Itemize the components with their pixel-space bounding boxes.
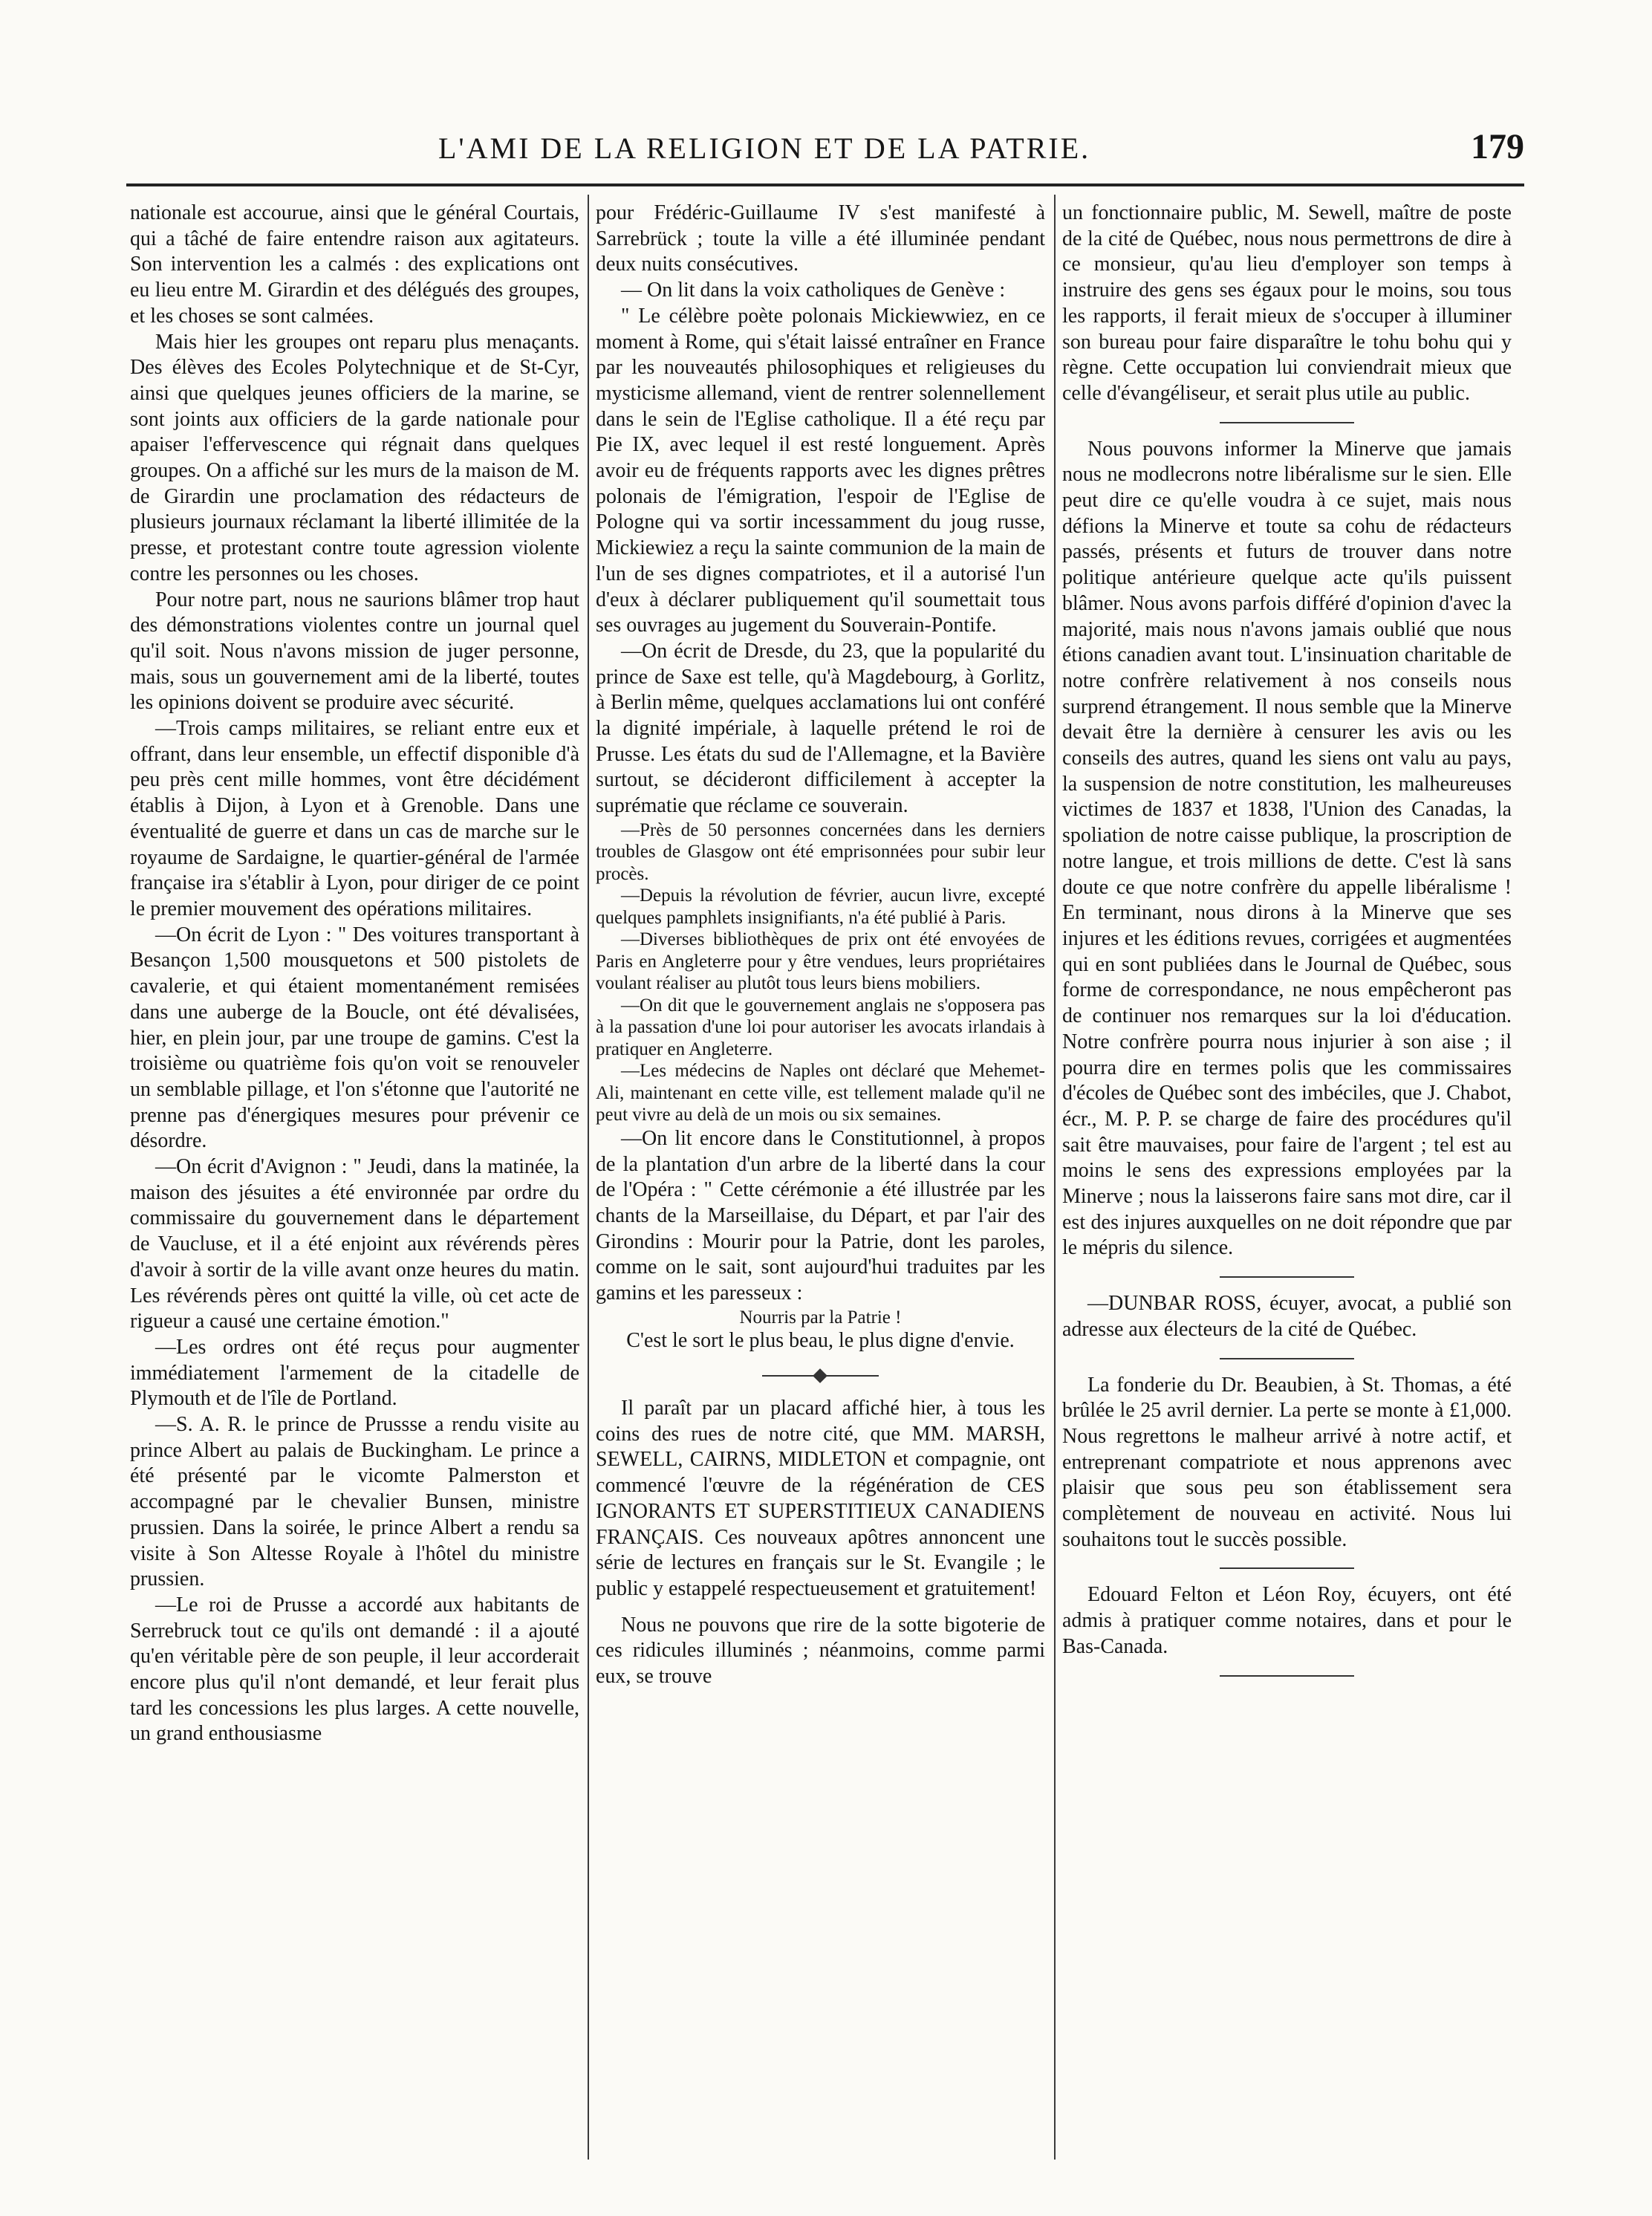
separator-rule: [1220, 1675, 1355, 1677]
article-paragraph: Nous ne pouvons que rire de la sotte bigoterie de ces ridicules illuminés ; néanmoins, comme parmi eux, se trouve: [596, 1613, 1045, 1689]
news-item: —Les médecins de Naples ont déclaré que Mehemet-Ali, maintenant en cette ville, est tellement malade qu'il ne peut vivre au delà de un mois ou six semaines.: [596, 1061, 1045, 1125]
article-paragraph: La fonderie du Dr. Beaubien, à St. Thomas, a été brûlée le 25 avril dernier. La perte se monte à £1,000. Nous regrettons le malheur arrivé à notre actif, et entreprenant compatriote et nous apprenons avec plaisir que sous peu son établissement sera complètement de nouveau en activité. Nous lui souhaitons tout le succès possible.: [1062, 1373, 1512, 1551]
news-item: —S. A. R. le prince de Prussse a rendu visite au prince Albert au palais de Buckingham. Le prince a été présenté par le vicomte Palmerston et accompagné par le chevalier Bunsen, ministre prussien. Dans la soirée, le prince Albert a rendu sa visite à Son Altesse Royale à l'hôtel du ministre prussien.: [130, 1413, 579, 1591]
quoted-paragraph: " Le célèbre poète polonais Mickiewwiez, en ce moment à Rome, qui s'était laissé entraîner en France par les nouveautés philosophiques et religieuses du mysticisme allemand, vient de rentrer solennellement dans le sein de l'Eglise catholique. Il a été reçu par Pie IX, avec lequel il est resté longuement. Après avoir eu de fréquents rapports avec les dignes prêtres polonais de l'émigration, l'espoir de l'Eglise de Pologne qui va sortir incessamment du joug russe, Mickiewiez a reçu la sainte communion de la main de l'un de ses dignes compatriotes, et il a autorisé l'un d'eux à déclarer publiquement qu'il soumettait tous ses ouvrages au jugement du Souverain-Pontife.: [596, 304, 1045, 637]
news-item: —On écrit de Dresde, du 23, que la popularité du prince de Saxe est telle, qu'à Magdebourg, à Gorlitz, à Berlin même, quelques acclamations lui ont conféré la dignité impériale, à laquelle prétend le roi de Prusse. Les états du sud de l'Allemagne, et la Bavière surtout, se décideront difficilement à accepter la suprématie que réclame ce souverain.: [596, 639, 1045, 818]
news-item: —Près de 50 personnes concernées dans les derniers troubles de Glasgow ont été emprisonnées pour subir leur procès.: [596, 819, 1045, 884]
news-item: —On lit encore dans le Constitutionnel, à propos de la plantation d'un arbre de la liberté dans la cour de l'Opéra : " Cette cérémonie a été illustrée par les chants de la Marseillaise, du Départ, et par l'air des Girondins : Mourir pour la Patrie, dont les paroles, comme on le sait, sont aujourd'hui traduites par les gamins et les paresseux :: [596, 1126, 1045, 1305]
news-item: —On dit que le gouvernement anglais ne s'opposera pas à la passation d'une loi pour autoriser les avocats irlandais à pratiquer en Angleterre.: [596, 995, 1045, 1059]
column-divider: [588, 195, 589, 2160]
article-paragraph: un fonctionnaire public, M. Sewell, maître de poste de la cité de Québec, nous nous permettrons de dire à ce monsieur, qu'au lieu d'employer son temps à instruire des gens ses égaux pour le moins, sou tous les rapports, il ferait mieux de s'occuper à illuminer son bureau pour faire disparaître le tohu bohu qui y règne. Cette occupation lui conviendrait mieux que celle d'évangéliseur, et serait plus utile au public.: [1062, 201, 1512, 405]
news-item: —Diverses bibliothèques de prix ont été envoyées de Paris en Angleterre pour y être vendues, leurs propriétaires voulant réaliser au plutôt tous leurs biens mobiliers.: [596, 929, 1045, 994]
news-item: —On écrit de Lyon : " Des voitures transportant à Besançon 1,500 mousquetons et 500 pistolets de cavalerie, et qui étaient momentanément remisées dans une auberge de la Boucle, ont été dévalisées, hier, en plein jour, par une troupe de gamins. C'est la troisième ou quatrième fois qu'on voit se renouveler un semblable pillage, et l'on s'étonne que l'autorité ne prenne pas d'énergiques mesures pour prévenir ce désordre.: [130, 923, 579, 1153]
news-item: — On lit dans la voix catholiques de Genève :: [621, 279, 1006, 302]
article-paragraph: Pour notre part, nous ne saurions blâmer trop haut des démonstrations violentes contre un journal quel qu'il soit. Nous n'avons mission de juger personne, mais, sous un gouvernement ami de la liberté, toutes les opinions doivent se produire avec sécurité.: [130, 588, 579, 715]
article-paragraph: Edouard Felton et Léon Roy, écuyers, ont été admis à pratiquer comme notaires, dans et pour le Bas-Canada.: [1062, 1583, 1512, 1658]
news-item: —Trois camps militaires, se reliant entre eux et offrant, dans leur ensemble, un effectif disponible d'à peu près cent mille hommes, vont être décidément établis à Dijon, à Lyon et à Grenoble. Dans une éventualité de guerre et dans un cas de marche sur le royaume de Sardaigne, le quartier-général de l'armée française ira s'établir à Lyon, pour diriger de ce point le premier mouvement des opérations militaires.: [130, 717, 579, 920]
separator-rule: [1220, 1358, 1355, 1359]
article-paragraph: Il paraît par un placard affiché hier, à tous les coins des rues de notre cité, que MM. MARSH, SEWELL, CAIRNS, MIDLETON et compagnie, ont commencé l'œuvre de la régénération de CES IGNORANTS ET SUPERSTITIEUX CANADIENS FRANÇAIS. Ces nouveaux apôtres annoncent une série de lectures en français sur le St. Evangile ; le public y estappelé respectueusement et gratuitement!: [596, 1397, 1045, 1600]
separator-rule: [1220, 1276, 1355, 1278]
verse-line: C'est le sort le plus beau, le plus digne d'envie.: [626, 1329, 1015, 1353]
article-paragraph: nationale est accourue, ainsi que le général Courtais, qui a tâché de faire entendre raison aux agitateurs. Son intervention les a calmés : des explications ont eu lieu entre M. Girardin et des délégués des groupes, et les choses se sont calmées.: [130, 201, 579, 328]
news-item: —Depuis la révolution de février, aucun livre, excepté quelques pamphlets insignifiants, n'a été publié à Paris.: [596, 886, 1045, 928]
separator-rule: [1220, 422, 1355, 423]
news-item: —Le roi de Prusse a accordé aux habitants de Serrebruck tout ce qu'ils ont demandé : il a ajouté qu'en véritable père de son peuple, il leur accorderait encore plus qu'il n'ont demandé, et leur ferait plus tard les concessions les plus larges. A cette nouvelle, un grand enthousiasme: [130, 1593, 579, 1746]
page-header: [126, 126, 1524, 171]
column-2: [596, 201, 1045, 2162]
news-item: —On écrit d'Avignon : " Jeudi, dans la matinée, la maison des jésuites a été environnée par ordre du commissaire du gouvernement dans le département de Vaucluse, et il a été enjoint aux révérends pères d'avoir à sortir de la ville avant onze heures du matin. Les révérends pères ont quitté la ville, où cet acte de rigueur a causé une certaine émotion.": [130, 1155, 579, 1333]
article-paragraph: Mais hier les groupes ont reparu plus menaçants. Des élèves des Ecoles Polytechnique et de St-Cyr, ainsi que quelques jeunes officiers de la marine, se sont joints aux officiers de la garde nationale pour apaiser l'effervescence qui régnait dans quelques groupes. On a affiché sur les murs de la maison de M. de Girardin une proclamation des rédacteurs de plusieurs journaux réclamant la liberté illimitée de la presse, et protestant contre toute agression violente contre les personnes ou les choses.: [130, 330, 579, 585]
ornament-separator: [762, 1375, 879, 1377]
header-rule: [126, 183, 1524, 186]
verse-line: Nourris par la Patrie !: [739, 1307, 902, 1328]
news-item: —DUNBAR ROSS, écuyer, avocat, a publié son adresse aux électeurs de la cité de Québec.: [1062, 1292, 1512, 1341]
page-number: 179: [1471, 127, 1524, 166]
column-3: [1062, 201, 1512, 2162]
column-divider: [1054, 195, 1056, 2160]
news-item: —Les ordres ont été reçus pour augmenter immédiatement l'armement de la citadelle de Plymouth et de l'île de Portland.: [130, 1335, 579, 1411]
separator-rule: [1220, 1567, 1355, 1569]
running-title: L'AMI DE LA RELIGION ET DE LA PATRIE.: [438, 131, 1091, 165]
article-paragraph: pour Frédéric-Guillaume IV s'est manifesté à Sarrebrück ; toute la ville a été illuminée pendant deux nuits consécutives.: [596, 201, 1045, 276]
article-paragraph: Nous pouvons informer la Minerve que jamais nous ne modlecrons notre libéralisme sur le sien. Elle peut dire ce qu'elle voudra à ce sujet, mais nous défions la Minerve et toute sa cohu de rédacteurs passés, présents et futurs de trouver dans notre politique antérieure quelque acte qu'ils puissent blâmer. Nous avons parfois différé d'opinion d'avec la majorité, mais nous n'avons jamais oublié que nous étions canadien avant tout. L'insinuation charitable de notre confrère relativement à nos conseils nous surprend étrangement. Il nous semble que la Minerve devait être la dernière à censurer les avis ou les conseils des autres, quand les siens ont valu au pays, la suspension de notre constitution, les malheureuses victimes de 1837 et 1838, l'Union des Canadas, la spoliation de notre caisse publique, la proscription de notre langue, et trois millions de dette. C'est là sans doute ce que notre confrère du appelle libéralisme ! En terminant, nous dirons à la Minerve que ses injures et les éditions revues, corrigées et augmentées qui en sont publiées dans le Journal de Québec, sous forme de correspondance, ne nous empêcheront pas de continuer nos remarques sur la loi d'éducation. Notre confrère pourra nous injurier à son aise ; il pourra dire en termes polis que les commissaires d'écoles de Québec sont des imbéciles, que J. Chabot, écr., M. P. P. se charge de faire des procédures qu'il sait être mauvaises, pour faire de l'argent ; tel est au moins le sens des expressions employées par la Minerve ; nous la laisserons faire sans mot dire, car il est des injures auxquelles on ne doit répondre que par le mépris du silence.: [1062, 437, 1512, 1260]
column-1: [130, 201, 579, 2162]
